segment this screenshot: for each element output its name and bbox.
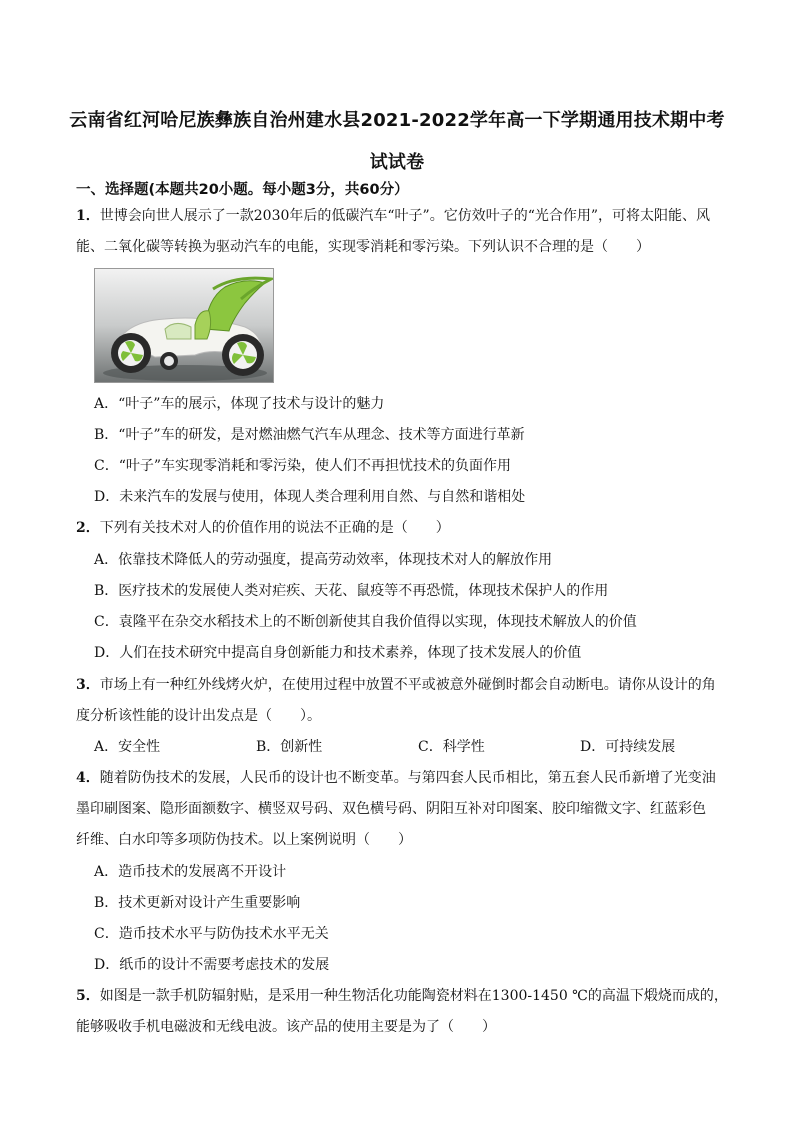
- question-4-option-a: A．造币技术的发展离不开设计: [94, 864, 287, 880]
- question-1-stem-line-2: 能、二氧化碳等转换为驱动汽车的电能，实现零消耗和零污染。下列认识不合理的是（ ）: [76, 239, 650, 255]
- question-5-number: 5．: [76, 988, 100, 1004]
- question-1-option-d: D．未来汽车的发展与使用，体现人类合理利用自然、与自然和谐相处: [94, 489, 526, 505]
- leaf-car-illustration: [95, 269, 273, 382]
- leaf-car-image: [94, 268, 274, 383]
- question-3-option-a: A．安全性: [94, 739, 161, 755]
- question-2-option-d: D．人们在技术研究中提高自身创新能力和技术素养，体现了技术发展人的价值: [94, 645, 582, 661]
- question-2-option-b: B．医疗技术的发展使人类对疟疾、天花、鼠疫等不再恐慌，体现技术保护人的作用: [94, 583, 609, 599]
- question-3-stem-line-1: 市场上有一种红外线烤火炉，在使用过程中放置不平或被意外碰倒时都会自动断电。请你从设计的角: [99, 677, 716, 693]
- question-4-option-c: C．造币技术水平与防伪技术水平无关: [94, 926, 329, 942]
- question-4-stem: [76, 768, 756, 788]
- question-1-option-b: B．“叶子”车的研发，是对燃油燃气汽车从理念、技术等方面进行革新: [94, 427, 525, 443]
- question-3-option-b: B．创新性: [256, 739, 323, 755]
- question-2-number: 2．: [76, 520, 100, 536]
- exam-title-line-2: 试试卷: [369, 152, 425, 173]
- question-4-option-d: D．纸币的设计不需要考虑技术的发展: [94, 957, 330, 973]
- question-3-number: 3．: [76, 677, 100, 693]
- exam-title-line-1: 云南省红河哈尼族彝族自治州建水县2021-2022学年高一下学期通用技术期中考: [69, 110, 725, 131]
- question-1-stem-line-1: 世博会向世人展示了一款2030年后的低碳汽车“叶子”。它仿效叶子的“光合作用”，可将太阳能、风: [99, 208, 711, 224]
- question-1-option-a: A．“叶子”车的展示，体现了技术与设计的魅力: [94, 396, 385, 412]
- question-5-stem: [76, 986, 756, 1006]
- question-2-stem-line-1: 下列有关技术对人的价值作用的说法不正确的是（ ）: [99, 520, 450, 536]
- section-heading: 一、选择题(本题共20小题。每小题3分，共60分）: [76, 182, 409, 198]
- question-4-stem-line-1: 随着防伪技术的发展，人民币的设计也不断变革。与第四套人民币相比，第五套人民币新增了光变油: [99, 770, 716, 786]
- question-2-option-a: A．依靠技术降低人的劳动强度，提高劳动效率，体现技术对人的解放作用: [94, 552, 553, 568]
- question-2-stem: [76, 518, 756, 538]
- question-1-number: 1．: [76, 208, 100, 224]
- question-4-number: 4．: [76, 770, 100, 786]
- question-4-stem-line-2: 墨印刷图案、隐形面额数字、横竖双号码、双色横号码、阴阳互补对印图案、胶印缩微文字、红蓝彩色: [76, 801, 706, 817]
- question-2-option-c: C．袁隆平在杂交水稻技术上的不断创新使其自我价值得以实现，体现技术解放人的价值: [94, 614, 637, 630]
- question-4-stem-line-3: 纤维、白水印等多项防伪技术。以上案例说明（ ）: [76, 832, 412, 848]
- question-3-stem-line-2: 度分析该性能的设计出发点是（ ）。: [76, 708, 321, 724]
- question-1-option-c: C．“叶子”车实现零消耗和零污染，使人们不再担忧技术的负面作用: [94, 458, 512, 474]
- question-3-option-c: C．科学性: [418, 739, 485, 755]
- question-4-option-b: B．技术更新对设计产生重要影响: [94, 895, 301, 911]
- question-5-stem-line-2: 能够吸收手机电磁波和无线电波。该产品的使用主要是为了（ ）: [76, 1019, 496, 1035]
- question-3-stem: [76, 675, 756, 695]
- question-1-stem: [76, 206, 756, 226]
- question-3-option-d: D．可持续发展: [580, 739, 676, 755]
- question-5-stem-line-1: 如图是一款手机防辐射贴，是采用一种生物活化功能陶瓷材料在1300-1450 ℃的高温下煅烧而成的，: [99, 988, 728, 1004]
